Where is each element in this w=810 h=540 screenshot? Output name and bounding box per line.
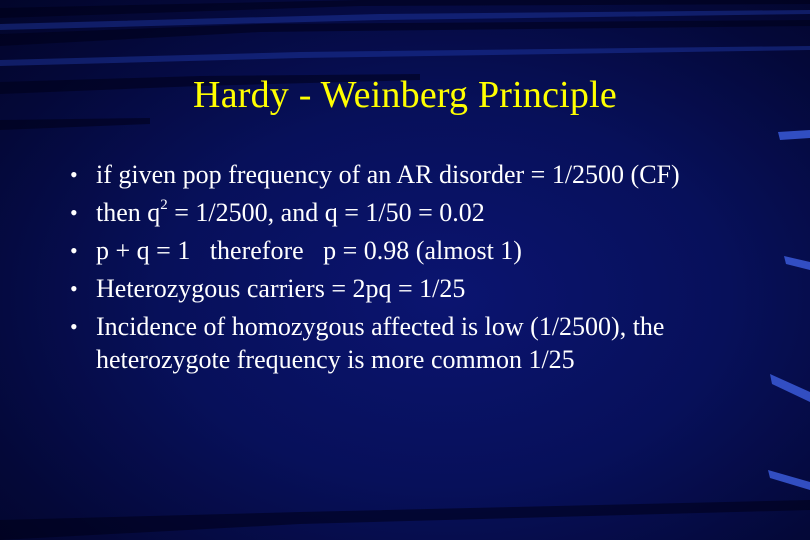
bullet-icon: •	[70, 162, 78, 187]
light-streak	[778, 130, 810, 140]
bullet-text: p + q = 1 therefore p = 0.98 (almost 1)	[96, 236, 522, 265]
dark-streak	[0, 500, 810, 540]
bullet-icon: •	[70, 314, 78, 339]
light-streak	[0, 46, 810, 66]
bullet-text: Incidence of homozygous affected is low (1/2500), the heterozygote frequency is more common 1/25	[96, 312, 665, 374]
superscript: 2	[160, 197, 168, 214]
bullet-item	[70, 158, 770, 191]
bullet-list	[70, 158, 770, 381]
bullet-text-pre: then q	[96, 198, 161, 227]
bullet-item	[70, 272, 770, 305]
bullet-icon: •	[70, 200, 78, 225]
bullet-item	[70, 196, 770, 229]
bullet-icon: •	[70, 238, 78, 263]
light-streak	[768, 470, 810, 490]
bullet-text: Heterozygous carriers = 2pq = 1/25	[96, 274, 466, 303]
bullet-text-post: = 1/2500, and q = 1/50 = 0.02	[167, 198, 485, 227]
light-streak	[770, 374, 810, 402]
bullet-item	[70, 234, 770, 267]
light-streak	[784, 256, 810, 270]
slide-title: Hardy - Weinberg Principle	[193, 74, 617, 116]
bullet-icon: •	[70, 276, 78, 301]
bullet-item	[70, 310, 770, 376]
bullet-text: if given pop frequency of an AR disorder = 1/2500 (CF)	[96, 160, 680, 189]
